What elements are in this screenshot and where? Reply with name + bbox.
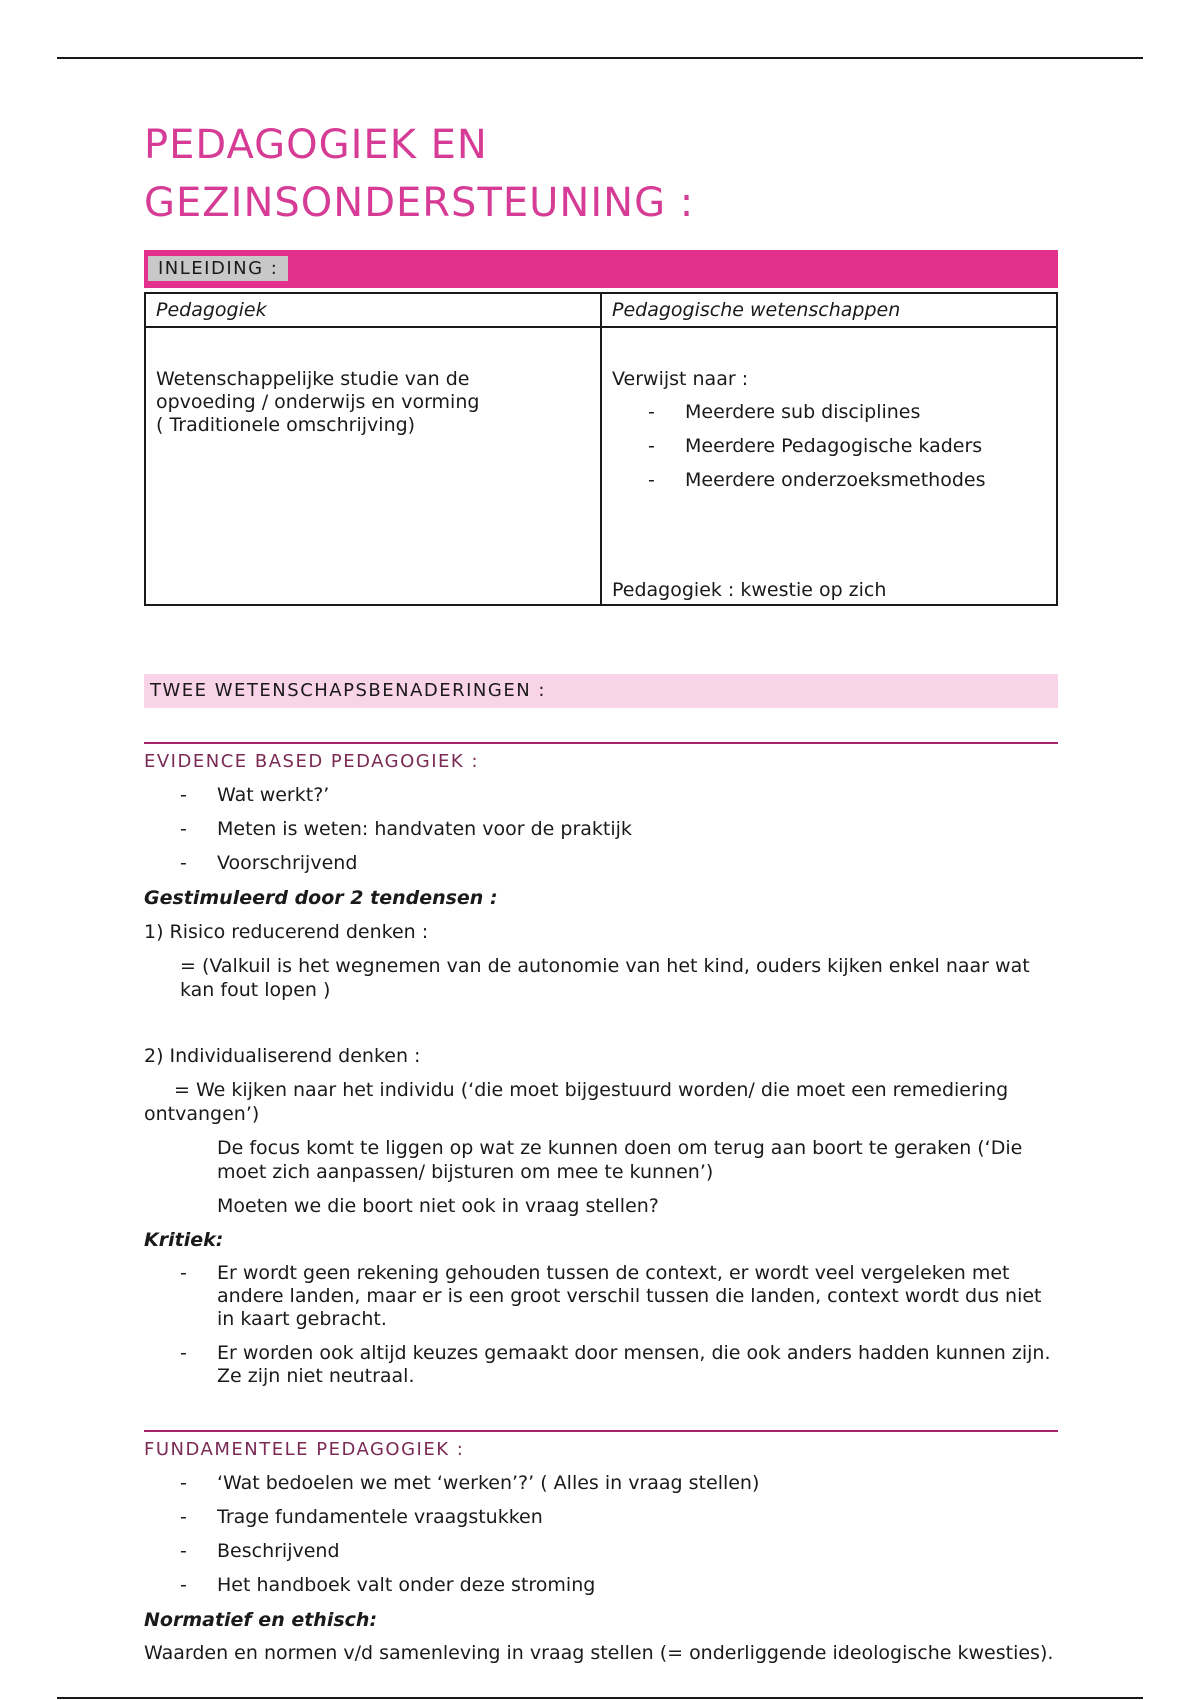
references-list [612,401,1046,492]
page-title [144,116,1058,232]
tendensen-heading: Gestimuleerd door 2 tendensen : [144,887,498,909]
list-item: - Het handboek valt onder deze stroming [144,1574,1058,1597]
tendens-2-heading: 2) Individualiserend denken : [144,1045,421,1067]
fundamentele-heading: FUNDAMENTELE PEDAGOGIEK : [144,1430,1058,1462]
definition-line: opvoeding / onderwijs en vorming [156,391,480,413]
title-line-1: PEDAGOGIEK EN [144,122,488,168]
definition-line: ( Traditionele omschrijving) [156,414,416,436]
references-footer: Pedagogiek : kwestie op zich [612,579,887,601]
table-header-wetenschappen: Pedagogische wetenschappen [601,293,1057,327]
tendens-2-text: = We kijken naar het individu (‘die moet bijgestuurd worden/ die moet een remediering ontvangen’) [144,1079,1009,1125]
normatief-heading: Normatief en ethisch: [144,1609,378,1631]
list-item: - Meten is weten: handvaten voor de praktijk [144,818,1058,841]
table-header-pedagogiek: Pedagogiek [145,293,601,327]
evidence-list [144,784,1058,875]
table-cell-definition [145,327,601,605]
list-item: - ‘Wat bedoelen we met ‘werken’?’ ( Alles in vraag stellen) [144,1472,1058,1495]
bottom-rule [57,1697,1143,1699]
list-item: - Meerdere onderzoeksmethodes [612,469,1046,492]
title-line-2: GEZINSONDERSTEUNING : [144,180,695,226]
list-item: - Meerdere sub disciplines [612,401,1046,424]
references-intro: Verwijst naar : [612,368,749,390]
definition-line: Wetenschappelijke studie van de [156,368,470,390]
intro-table [144,292,1058,606]
kritiek-heading: Kritiek: [144,1229,224,1251]
list-item: - Wat werkt?’ [144,784,1058,807]
list-item: - Er worden ook altijd keuzes gemaakt door mensen, die ook anders hadden kunnen zijn. Ze zijn niet neutraal. [144,1342,1058,1388]
section-two-heading: TWEE WETENSCHAPSBENADERINGEN : [144,674,1058,708]
intro-section-bar [144,250,1058,288]
tendens-2-question: Moeten we die boort niet ook in vraag stellen? [217,1195,659,1217]
tendens-1-heading: 1) Risico reducerend denken : [144,921,429,943]
tendens-1-text: = (Valkuil is het wegnemen van de autonomie van het kind, ouders kijken enkel naar wat kan fout lopen ) [180,955,1030,1001]
intro-section-label: INLEIDING : [148,256,288,281]
table-cell-references [601,327,1057,605]
fundamentele-list [144,1472,1058,1597]
list-item: - Er wordt geen rekening gehouden tussen de context, er wordt veel vergeleken met andere landen, maar er is een groot verschil tussen die landen, context wordt dus niet in kaart gebracht. [144,1262,1058,1331]
tendens-2-focus: De focus komt te liggen op wat ze kunnen doen om terug aan boort te geraken (‘Die moet zich aanpassen/ bijsturen om mee te kunnen’) [217,1137,1023,1183]
evidence-heading: EVIDENCE BASED PEDAGOGIEK : [144,742,1058,774]
list-item: - Trage fundamentele vraagstukken [144,1506,1058,1529]
list-item: - Voorschrijvend [144,852,1058,875]
kritiek-list [144,1262,1058,1388]
document-body [144,116,1058,1674]
top-rule [57,57,1143,59]
normatief-text: Waarden en normen v/d samenleving in vraag stellen (= onderliggende ideologische kwesties). [144,1642,1054,1664]
list-item: - Beschrijvend [144,1540,1058,1563]
list-item: - Meerdere Pedagogische kaders [612,435,1046,458]
